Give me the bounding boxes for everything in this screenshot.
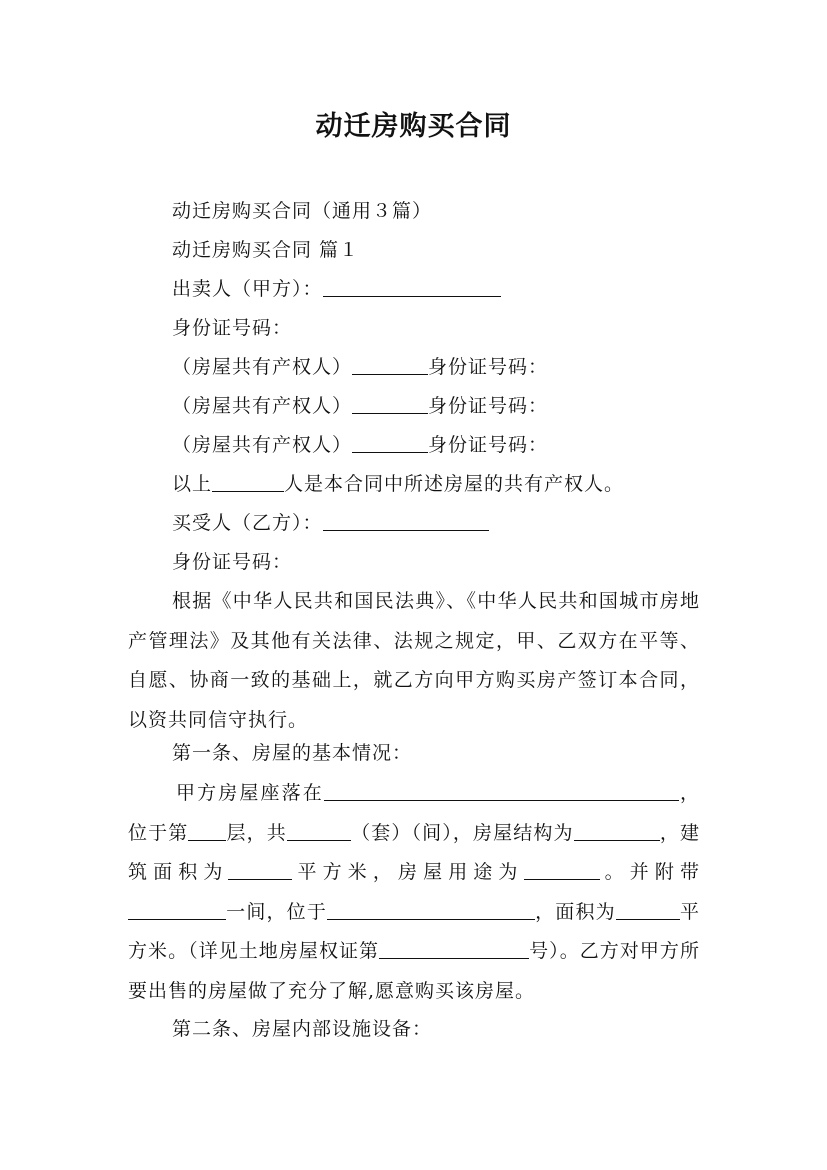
text-segment: ，面积为 (534, 900, 616, 923)
text-segment: 平方米，房屋用途为 (292, 861, 524, 883)
text-segment: 层，共 (226, 821, 287, 844)
annex-blank (128, 901, 226, 920)
co-owner-line-1 (172, 354, 548, 380)
buyer-blank (323, 512, 489, 531)
text-segment: 位于第 (128, 821, 189, 844)
text-segment: 甲方房屋座落在 (176, 782, 324, 804)
summary-prefix: 以上 (172, 473, 213, 495)
text-segment: 一间，位于 (226, 900, 327, 923)
article-2-heading: 第二条、房屋内部设施设备： (172, 1018, 433, 1040)
floor-blank (188, 822, 226, 841)
document-title: 动迁房购买合同 (315, 111, 512, 142)
part-heading: 动迁房购买合同 篇１ (172, 239, 360, 261)
subtitle-line: 动迁房购买合同（通用３篇） (172, 200, 433, 222)
summary-suffix: 人是本合同中所述房屋的共有产权人。 (284, 473, 625, 495)
co-owner-id-label: 身份证号码： (428, 434, 549, 456)
structure-blank (574, 822, 660, 841)
text-segment: 。并附带 (599, 861, 700, 883)
text-segment: ， (678, 782, 700, 804)
co-owner-label: （房屋共有产权人） (172, 395, 353, 417)
co-owner-blank (352, 395, 428, 414)
article-1-heading: 第一条、房屋的基本情况： (172, 742, 413, 764)
usage-blank (524, 861, 600, 880)
co-owner-count-blank (212, 473, 284, 492)
seller-id-line: 身份证号码： (172, 317, 293, 339)
co-owner-line-2 (172, 393, 548, 419)
address-blank (324, 782, 679, 801)
certificate-number-blank (379, 940, 529, 959)
co-owner-blank (352, 356, 428, 375)
buyer-id-line: 身份证号码： (172, 551, 293, 573)
annex-area-blank (616, 901, 680, 920)
preamble-paragraph: 根据《中华人民共和国民法典》、《中华人民共和国城市房地产管理法》及其他有关法律、法规之规定，甲、乙双方在平等、自愿、协商一致的基础上，就乙方向甲方购买房产签订本合同，以资共同信守执行。 (128, 590, 700, 731)
co-owner-summary (172, 471, 624, 497)
co-owner-blank (352, 434, 428, 453)
co-owner-id-label: 身份证号码： (428, 356, 549, 378)
article-1-body (128, 774, 700, 1011)
text-segment: （套）（间），房屋结构为 (350, 821, 574, 844)
annex-location-blank (327, 901, 535, 920)
co-owner-line-3 (172, 432, 548, 458)
buyer-label: 买受人（乙方）： (172, 512, 323, 534)
text-segment: ，建筑面积为 (128, 821, 700, 883)
co-owner-id-label: 身份证号码： (428, 395, 549, 417)
text-segment: 平方米。（详见土地房屋权证第 (128, 900, 700, 962)
seller-blank (323, 278, 501, 297)
text-segment: 号）。乙方对甲方所要出售的房屋做了充分了解,愿意购买该房屋。 (128, 940, 700, 1002)
area-blank (228, 861, 292, 880)
seller-line (172, 276, 501, 302)
seller-label: 出卖人（甲方）： (172, 278, 323, 300)
co-owner-label: （房屋共有产权人） (172, 434, 353, 456)
buyer-line (172, 510, 489, 536)
units-blank (287, 822, 351, 841)
co-owner-label: （房屋共有产权人） (172, 356, 353, 378)
